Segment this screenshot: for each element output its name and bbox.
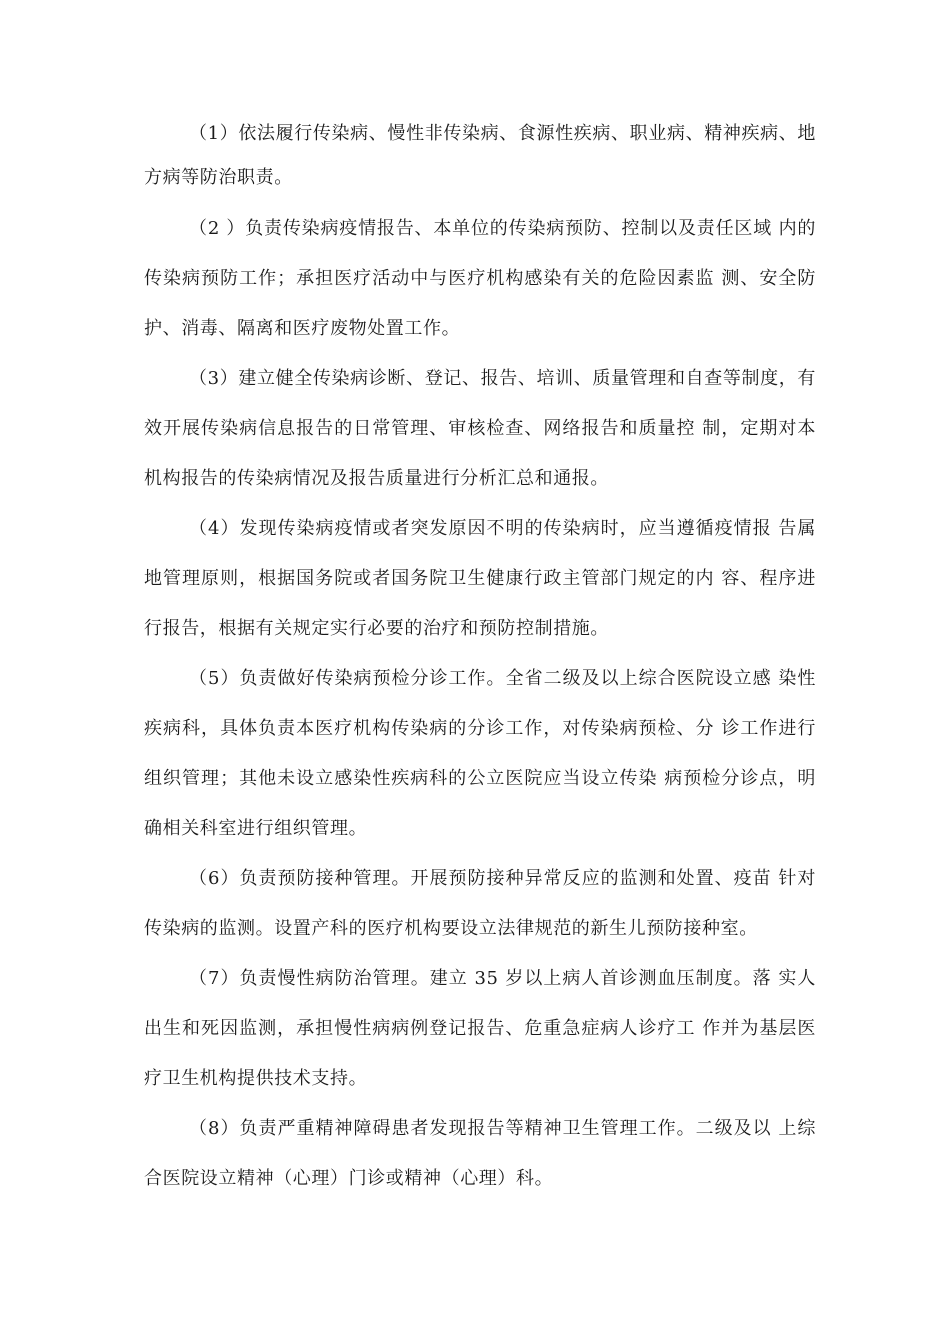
paragraph-2: （2 ）负责传染病疫情报告、本单位的传染病预防、控制以及责任区域 内的传染病预防工作；承担医疗活动中与医疗机构感染有关的危险因素监 测、安全防护、消毒、隔离和医疗废物处置工作。 — [144, 218, 816, 339]
paragraph-1: （1）依法履行传染病、慢性非传染病、食源性疾病、职业病、精神疾病、地方病等防治职责。 — [144, 123, 816, 188]
paragraph-7: （7）负责慢性病防治管理。建立 35 岁以上病人首诊测血压制度。落 实人出生和死因监测，承担慢性病病例登记报告、危重急症病人诊疗工 作并为基层医疗卫生机构提供技术支持。 — [144, 968, 816, 1089]
paragraph-6: （6）负责预防接种管理。开展预防接种异常反应的监测和处置、疫苗 针对传染病的监测。设置产科的医疗机构要设立法律规范的新生儿预防接种室。 — [144, 868, 816, 939]
paragraph-3: （3）建立健全传染病诊断、登记、报告、培训、质量管理和自查等制度，有效开展传染病信息报告的日常管理、审核检查、网络报告和质量控 制，定期对本机构报告的传染病情况及报告质量进行分析汇总和通报。 — [144, 368, 816, 489]
paragraph-4: （4）发现传染病疫情或者突发原因不明的传染病时，应当遵循疫情报 告属地管理原则，根据国务院或者国务院卫生健康行政主管部门规定的内 容、程序进行报告，根据有关规定实行必要的治疗和预防控制措施。 — [144, 518, 816, 639]
document-body — [144, 112, 816, 1204]
paragraph-5: （5）负责做好传染病预检分诊工作。全省二级及以上综合医院设立感 染性疾病科，具体负责本医疗机构传染病的分诊工作，对传染病预检、分 诊工作进行组织管理；其他未设立感染性疾病科的公立医院应当设立传染 病预检分诊点，明确相关科室进行组织管理。 — [144, 668, 816, 839]
paragraph-8: （8）负责严重精神障碍患者发现报告等精神卫生管理工作。二级及以 上综合医院设立精神（心理）门诊或精神（心理）科。 — [144, 1118, 816, 1189]
